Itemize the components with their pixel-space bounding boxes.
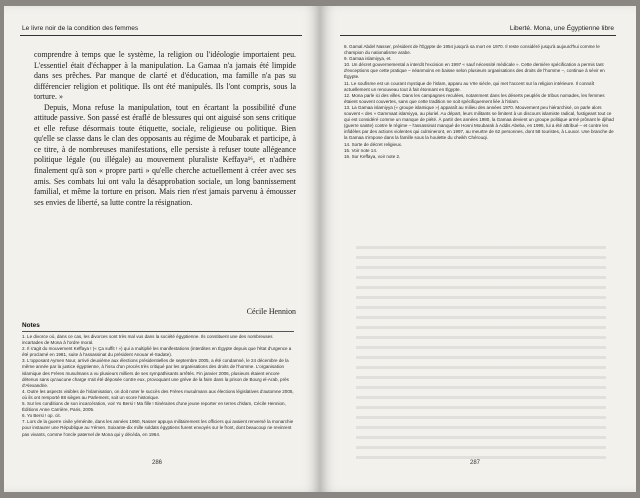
header-rule-right [340,35,616,36]
book-spread [4,6,636,492]
note-item: 14. Sorte de décret religieux. [344,141,403,147]
notes-rule [22,331,294,332]
note-item: 13. La Gamaa islamiyya (« groupe islamique ») apparaît au milieu des années 1970. Mouvement peu hiérarchisé, on parle alors souvent « des » Gammaat islamiyya, au pluriel. Au départ, leurs militants se limitent à un discours islamiste radical, fustigeant tout ce qui est considéré comme un manque de piété. À partir des années 1980, la Gamaa devient un groupe politique armé prônant le djihad (guerre sainte) contre le régime – l'assassinat manqué de Hosni Moubarak à Addis Abeba, en 1995, lui a été attribué – et contre les infidèles par des actions violentes qui culmineront, en 1997, au meurtre de 62 personnes, dont 58 touristes, à Louxor. Une branche de la Gamaa s'impose dans la famille sous la houlette du cheikh Chérouqi. [344,104,614,141]
header-rule-left [20,35,302,36]
notes-list-left [22,334,294,438]
note-item: 5. Sur les conditions de son incarcération, voir Yo Bersi ! Ma fille ! Itinéraires d'une jeune reporter en terres d'islam, Cécile Hennion, Éditions Anne Carrière, Paris, 2005. [22,401,286,413]
note-item: 7. Lors de la guerre civile yéménite, dans les années 1960, Nasser appuya militairement les officiers qui avaient renversé la monarchie pour instaurer une République au Yémen. Soixante-dix mille soldats égyptiens furent envoyés sur le front, dont beaucoup ne revinrent pas vivants, comme l'oncle paternel de Mona qui y décéda, en 1964. [22,419,294,437]
paragraph-2: Depuis, Mona refuse la manipulation, tout en écartant la possibilité d'une attitude passive. Son passé est éraflé de blessures qui ont aiguisé son sens critique et elle refuse désormais toute étiquette, sociale, religieuse ou politique. Bien qu'elle se classe dans le clan des opposants au régime de Moubarak et participe, à ce titre, à de nombreuses manifestations, elle persiste à refuser toute allégeance politique légale (ou illégale) au mouvement pluraliste Keffaya¹⁶, et n'adhère finalement qu'à son « propre parti » qu'elle cherche actuellement à créer avec ses amis. Ses combats lui ont valu la désapprobation sociale, un long bannissement familial, et même la torture en prison. Mais rien n'est jamais parvenu à émousser ses envies de liberté, sa lutte contre la résignation. [34,102,296,207]
note-item: 9. Gamaa islamiyya, et. [344,56,392,62]
right-page [320,6,636,492]
left-page [4,6,320,492]
note-item: 4. Outre les aspects visibles de l'islamisation, on doit noter le succès des Frères musulmans aux élections législatives d'automne 2005, où ils ont remporté 88 sièges au Parlement, soit un score historique. [22,388,294,400]
note-item: 16. Sur Keffaya, voir note 2. [344,153,401,159]
note-item: 1. Le divorce où, dans ce cas, les divorces sont très mal vus dans la société égyptienne. Ils constituent une des nombreuses incartades de Mona à l'ordre moral. [22,334,273,346]
note-item: 6. Yo Bersi ! op. cit. [22,413,61,419]
running-head-right: Liberté. Mona, une Égyptienne libre [509,25,614,32]
note-item: 15. Voir note 14. [344,147,378,153]
note-item: 3. L'opposant Aymen Nour, arrivé deuxième aux élections présidentielles de septembre 2005, a été condamné, le 24 décembre de la même année par la justice égyptienne, à l'issu d'un procès très critiqué par les organisations des droits de l'homme. L'organisation islamique des Frères musulmans a vu plusieurs milliers de ses sympathisants arrêtés. Fin janvier 2006, plusieurs étaient encore détenus sans qu'aucune charge n'ait été déposée contre eux, provoquant une grève de la faim dans la prison de Bourg el-Arab, près d'Alexandrie. [22,358,289,388]
author-signature: Cécile Hennion [246,307,296,316]
paragraph-1: comprendre à temps que le système, la religion ou l'idéologie importaient peu. L'essentiel était d'échapper à la manipulation. La Gamaa n'a jamais été limpide dans ses prêches. Par manque de clarté et d'éducation, ma famille n'a pas su différencier religion et politique. Ils ont été manipulés. Ils l'ont compris, sous la torture. » [34,50,296,102]
notes-heading: Notes [22,322,40,329]
page-number-right: 287 [470,460,481,466]
note-item: 10. Un décret gouvernemental a interdit l'excision en 1997 « sauf nécessité médicale ». Cette dernière spécification a permis tant d'exceptions que cette pratique – néanmoins en baisse selon plusieurs organisations des droits de l'homme –, continue à sévir en Égypte. [344,62,605,80]
main-text [34,50,296,208]
page-number-left: 286 [152,460,163,466]
note-item: 12. Mona parle ici des villes. Dans les campagnes reculées, notamment dans les déserts peuplés de tribus nomades, les femmes étaient souvent couvertes, sans que cette tradition ne soit spécifiquement liée à l'islam. [344,92,605,104]
bleed-through-texture [356,246,606,466]
note-item: 2. Il s'agit du mouvement Keffaya ! (« Ça suffit ! ») qui a multiplié les manifestations (interdites en Égypte depuis que l'état d'urgence a été proclamé en 1981, suite à l'assassinat du président Anouar el-Sadate). [22,346,292,358]
running-head-left: Le livre noir de la condition des femmes [22,25,139,32]
notes-list-right [344,44,616,160]
note-item: 11. Le soufisme est un courant mystique de l'islam, apparu au VIIe siècle, qui met l'accent sur la religion intérieure. Il connaît actuellement un renouveau tout à fait étonnant en Égypte. [344,80,595,92]
note-item: 8. Gamal Abdel Nasser, président de l'Égypte de 1954 jusqu'à sa mort en 1970. Il reste considéré jusqu'à aujourd'hui comme le champion du nationalisme arabe. [344,44,600,56]
